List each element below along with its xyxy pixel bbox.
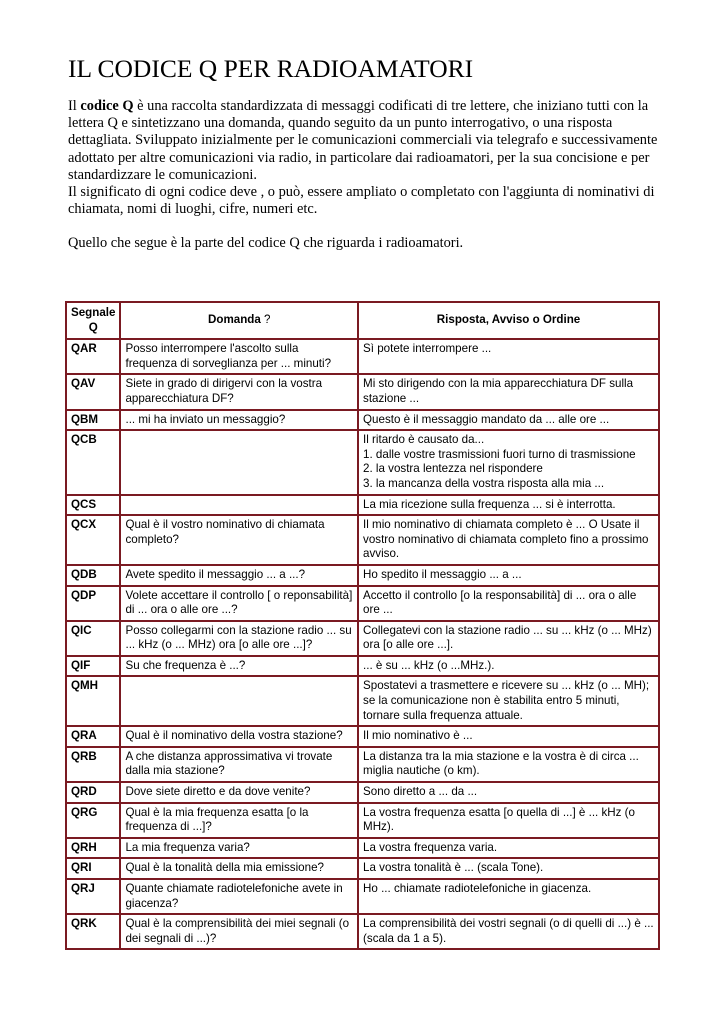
- q-signal-code: QRH: [66, 838, 120, 859]
- q-answer: La vostra frequenza esatta [o quella di ...] è ... kHz (o MHz).: [358, 803, 659, 838]
- q-signal-code: QRG: [66, 803, 120, 838]
- q-signal-code: QRD: [66, 782, 120, 803]
- table-row: [66, 515, 659, 565]
- table-row: [66, 374, 659, 409]
- q-answer: La comprensibilità dei vostri segnali (o di quelli di ...) è ... (scala da 1 a 5).: [358, 914, 659, 949]
- q-answer: Ho spedito il messaggio ... a ...: [358, 565, 659, 586]
- q-signal-code: QBM: [66, 410, 120, 431]
- q-signal-code: QDB: [66, 565, 120, 586]
- q-answer: Questo è il messaggio mandato da ... alle ore ...: [358, 410, 659, 431]
- q-question: Quante chiamate radiotelefoniche avete in giacenza?: [120, 879, 358, 914]
- q-answer: La distanza tra la mia stazione e la vostra è di circa ... miglia nautiche (o km).: [358, 747, 659, 782]
- q-answer: [358, 430, 659, 494]
- q-question: [120, 430, 358, 494]
- table-row: [66, 495, 659, 516]
- q-question: Posso interrompere l'ascolto sulla frequenza di sorveglianza per ... minuti?: [120, 339, 358, 374]
- q-answer: Sì potete interrompere ...: [358, 339, 659, 374]
- q-question: [120, 495, 358, 516]
- intro-bold-term: codice Q: [80, 98, 134, 114]
- table-row: [66, 676, 659, 726]
- intro-paragraph-1: [68, 98, 658, 184]
- q-signal-code: QRB: [66, 747, 120, 782]
- table-body: [66, 339, 659, 949]
- q-question: Siete in grado di dirigervi con la vostra apparecchiatura DF?: [120, 374, 358, 409]
- table-row: [66, 747, 659, 782]
- q-signal-code: QCX: [66, 515, 120, 565]
- q-answer: Mi sto dirigendo con la mia apparecchiatura DF sulla stazione ...: [358, 374, 659, 409]
- q-answer: Sono diretto a ... da ...: [358, 782, 659, 803]
- q-question: Su che frequenza è ...?: [120, 656, 358, 677]
- header-signal: Segnale Q: [66, 302, 120, 339]
- q-answer: Ho ... chiamate radiotelefoniche in giacenza.: [358, 879, 659, 914]
- q-answer-line: 1. dalle vostre trasmissioni fuori turno di trasmissione: [363, 447, 636, 461]
- q-signal-code: QIC: [66, 621, 120, 656]
- q-question: A che distanza approssimativa vi trovate dalla mia stazione?: [120, 747, 358, 782]
- q-signal-code: QMH: [66, 676, 120, 726]
- q-signal-code: QRK: [66, 914, 120, 949]
- table-row: [66, 879, 659, 914]
- table-row: [66, 914, 659, 949]
- table-row: [66, 838, 659, 859]
- intro-text: [68, 98, 658, 253]
- q-answer: Il mio nominativo di chiamata completo è ... O Usate il vostro nominativo di chiamata completo fino a prossimo avviso.: [358, 515, 659, 565]
- table-row: [66, 726, 659, 747]
- q-answer-line: Il ritardo è causato da...: [363, 433, 485, 447]
- q-question: Qual è la comprensibilità dei miei segnali (o dei segnali di ...)?: [120, 914, 358, 949]
- q-signal-code: QCB: [66, 430, 120, 494]
- table-row: [66, 586, 659, 621]
- q-signal-code: QIF: [66, 656, 120, 677]
- intro-body: è una raccolta standardizzata di messaggi codificati di tre lettere, che iniziano tutti con la lettera Q e sintetizzano una domanda, quando seguito da un punto interrogativo, o una risposta dettagliata. Sviluppato inizialmente per le comunicazioni commerciali via telegrafo e successivamente adottato per altre comunicazioni via radio, in particolare dai radioamatori, per la sua concisione e per standardizzare le comunicazioni.: [68, 98, 658, 183]
- table-row: [66, 430, 659, 494]
- q-answer: Collegatevi con la stazione radio ... su ... kHz (o ... MHz) ora [o alle ore ...].: [358, 621, 659, 656]
- q-answer: Il mio nominativo è ...: [358, 726, 659, 747]
- q-question: Qual è il vostro nominativo di chiamata completo?: [120, 515, 358, 565]
- table-row: [66, 858, 659, 879]
- header-question-suffix: ?: [260, 313, 271, 327]
- q-signal-code: QAR: [66, 339, 120, 374]
- q-question: Qual è la mia frequenza esatta [o la frequenza di ...]?: [120, 803, 358, 838]
- q-signal-code: QCS: [66, 495, 120, 516]
- q-question: Dove siete diretto e da dove venite?: [120, 782, 358, 803]
- intro-prefix: Il: [68, 98, 81, 114]
- q-signal-code: QAV: [66, 374, 120, 409]
- q-question: ... mi ha inviato un messaggio?: [120, 410, 358, 431]
- table-row: [66, 410, 659, 431]
- q-signal-code: QRI: [66, 858, 120, 879]
- q-question: La mia frequenza varia?: [120, 838, 358, 859]
- q-question: Posso collegarmi con la stazione radio ... su ... kHz (o ... MHz) ora [o alle ore ...]?: [120, 621, 358, 656]
- q-question: [120, 676, 358, 726]
- table-row: [66, 656, 659, 677]
- table-row: [66, 782, 659, 803]
- q-answer: La vostra frequenza varia.: [358, 838, 659, 859]
- header-question: [120, 302, 358, 339]
- header-answer: Risposta, Avviso o Ordine: [358, 302, 659, 339]
- table-row: [66, 621, 659, 656]
- q-signal-code: QDP: [66, 586, 120, 621]
- q-code-table: [65, 301, 660, 950]
- page-title: IL CODICE Q PER RADIOAMATORI: [68, 54, 474, 83]
- q-question: Avete spedito il messaggio ... a ...?: [120, 565, 358, 586]
- header-question-label: Domanda: [208, 313, 261, 327]
- q-answer-line: 3. la mancanza della vostra risposta alla mia ...: [363, 476, 605, 490]
- intro-paragraph-2: Il significato di ogni codice deve , o può, essere ampliato o completato con l'aggiunta di nominativi di chiamata, nomi di luoghi, cifre, numeri etc.: [68, 184, 655, 218]
- q-answer: Accetto il controllo [o la responsabilità] di ... ora o alle ore ...: [358, 586, 659, 621]
- q-answer: La vostra tonalità è ... (scala Tone).: [358, 858, 659, 879]
- q-answer: La mia ricezione sulla frequenza ... si è interrotta.: [358, 495, 659, 516]
- table-header-row: [66, 302, 659, 339]
- q-question: Qual è la tonalità della mia emissione?: [120, 858, 358, 879]
- table-row: [66, 339, 659, 374]
- paragraph-gap: [68, 218, 658, 235]
- table-row: [66, 803, 659, 838]
- q-answer-line: 2. la vostra lentezza nel rispondere: [363, 462, 543, 476]
- q-question: Volete accettare il controllo [ o reponsabilità] di ... ora o alle ore ...?: [120, 586, 358, 621]
- q-answer: Spostatevi a trasmettere e ricevere su ... kHz (o ... MH); se la comunicazione non è stabilita entro 5 minuti, tornare sulla frequenza attuale.: [358, 676, 659, 726]
- q-signal-code: QRJ: [66, 879, 120, 914]
- q-signal-code: QRA: [66, 726, 120, 747]
- q-question: Qual è il nominativo della vostra stazione?: [120, 726, 358, 747]
- table-row: [66, 565, 659, 586]
- q-answer: ... è su ... kHz (o ...MHz.).: [358, 656, 659, 677]
- intro-paragraph-3: Quello che segue è la parte del codice Q che riguarda i radioamatori.: [68, 235, 464, 252]
